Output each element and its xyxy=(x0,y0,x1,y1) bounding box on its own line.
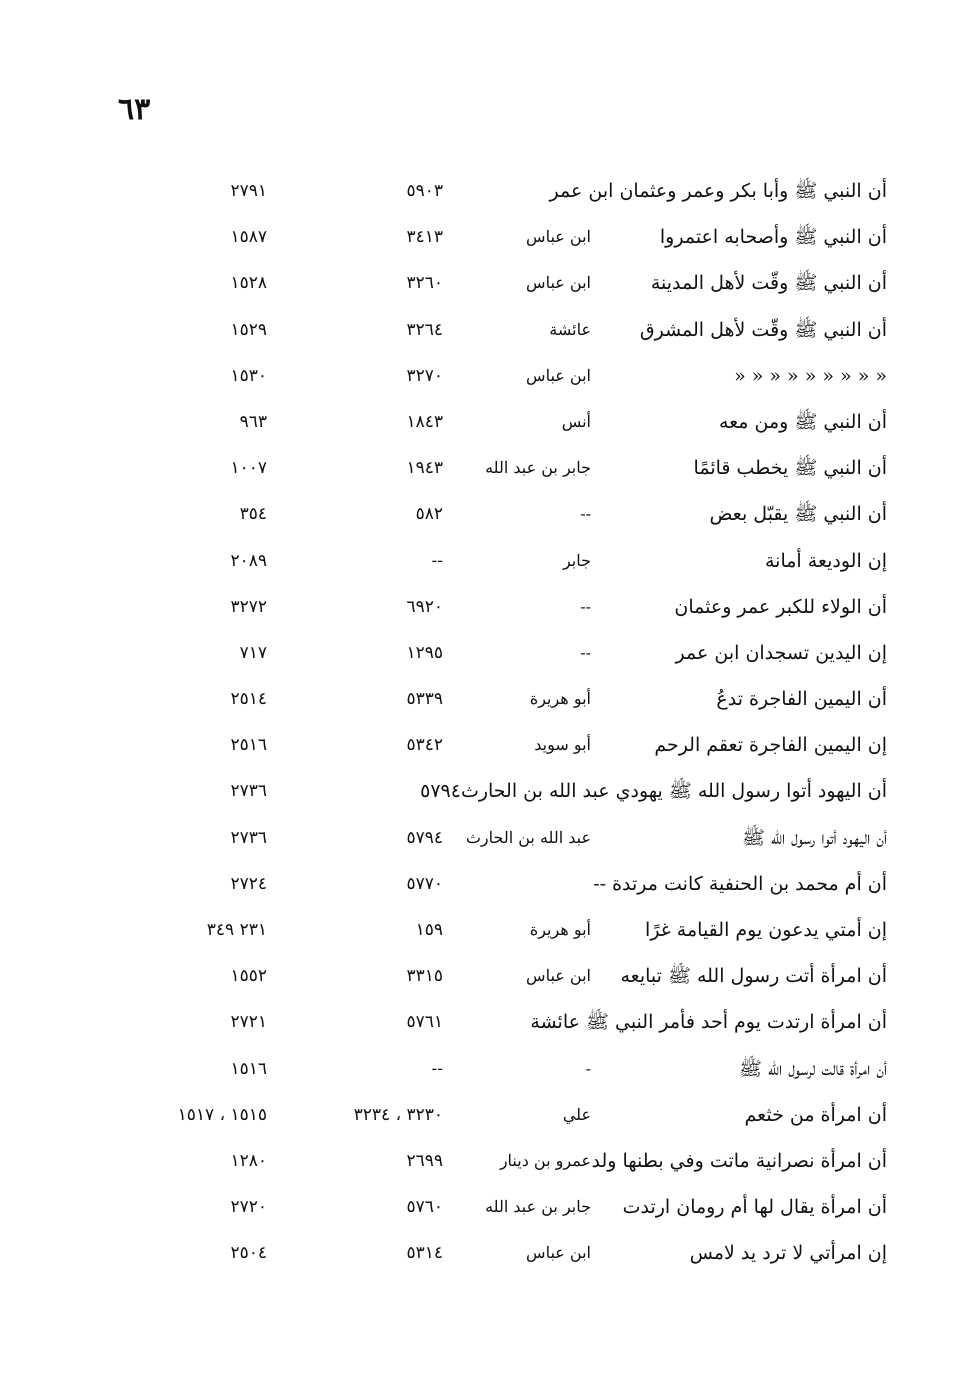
narrator-text: أبو هريرة xyxy=(529,689,591,709)
narrator-text: ابن عباس xyxy=(526,966,591,986)
reference-number: ٣٢٦٤ xyxy=(406,319,443,340)
hadith-text: إن اليمين الفاجرة تعقم الرحم xyxy=(654,734,887,757)
secondary-reference-number: ٢٠٨٩ xyxy=(230,550,267,571)
hadith-text: إن أمتي يدعون يوم القيامة غرًا xyxy=(645,919,887,941)
reference-number: ٥٨٢ xyxy=(415,504,443,525)
table-row xyxy=(0,630,959,676)
table-row xyxy=(0,445,959,491)
reference-number: ٥٧٩٤ xyxy=(406,827,443,848)
table-row xyxy=(0,353,959,399)
table-row xyxy=(0,999,959,1045)
table-row xyxy=(0,1230,959,1276)
narrator-text: أبو هريرة xyxy=(529,920,591,939)
hadith-text: أن امرأة قالت لرسول الله ﷺ xyxy=(738,1057,887,1080)
secondary-reference-number: ١٥٢٨ xyxy=(230,273,267,294)
hadith-text: أن النبي ﷺ وأصحابه اعتمروا xyxy=(659,226,887,249)
secondary-reference-number: ٩٦٣ xyxy=(239,411,267,432)
hadith-text: أن النبي ﷺ وأبا بكر وعمر وعثمان ابن عمر xyxy=(549,180,887,202)
reference-number: ١٥٩ xyxy=(415,920,443,940)
table-row xyxy=(0,953,959,999)
table-row xyxy=(0,815,959,861)
secondary-reference-number: ٣٥٤ xyxy=(239,504,267,525)
reference-number: ٥٧٦٠ xyxy=(406,1197,443,1218)
table-row xyxy=(0,584,959,630)
narrator-text: ابن عباس xyxy=(526,1243,591,1263)
secondary-reference-number: ١٥٢٩ xyxy=(230,319,267,340)
reference-number: ١٨٤٣ xyxy=(406,411,443,432)
reference-number: ٥٣١٤ xyxy=(406,1243,443,1264)
hadith-text: أن امرأة ارتدت يوم أحد فأمر النبي ﷺ عائشة xyxy=(530,1011,887,1034)
narrator-text: جابر xyxy=(562,550,591,570)
table-row xyxy=(0,907,959,953)
hadith-text: إن اليدين تسجدان ابن عمر xyxy=(675,641,887,664)
secondary-reference-number: ١٥١٦ xyxy=(230,1058,267,1079)
page-number: ٦٣ xyxy=(118,92,151,127)
reference-number: ٥٣٣٩ xyxy=(406,689,443,710)
secondary-reference-number: ٢٧٢٤ xyxy=(230,873,267,894)
reference-number: ٥٧٧٠ xyxy=(406,873,443,894)
reference-number: ١٩٤٣ xyxy=(406,458,443,479)
table-row xyxy=(0,722,959,768)
narrator-text: ابن عباس xyxy=(526,227,591,247)
table-row xyxy=(0,491,959,537)
narrator-text: أبو سويد xyxy=(534,735,591,755)
hadith-text: أن امرأة أتت رسول الله ﷺ تبايعه xyxy=(620,965,887,988)
hadith-text: أن امرأة نصرانية ماتت وفي بطنها ولد xyxy=(591,1149,887,1172)
reference-number: ١٢٩٥ xyxy=(406,642,443,663)
hadith-text: أن امرأة يقال لها أم رومان ارتدت xyxy=(622,1196,887,1219)
secondary-reference-number: ١٥٥٢ xyxy=(230,966,267,987)
secondary-reference-number: ٢٥٠٤ xyxy=(230,1243,267,1264)
secondary-reference-number: ٧١٧ xyxy=(239,642,267,663)
table-row xyxy=(0,1184,959,1230)
reference-number: ٣٤١٣ xyxy=(406,227,443,248)
table-row xyxy=(0,399,959,445)
narrator-text: علي xyxy=(562,1104,591,1124)
secondary-reference-number: ٢٧٣٦ xyxy=(230,827,267,848)
secondary-reference-number: ٢٧٣٦ xyxy=(230,781,267,802)
reference-number: ٢٦٩٩ xyxy=(406,1150,443,1171)
reference-number: ٥٣٤٢ xyxy=(406,735,443,756)
hadith-text: أن اليمين الفاجرة تدعُ xyxy=(716,688,887,711)
hadith-text: أن امرأة من خثعم xyxy=(744,1103,887,1126)
secondary-reference-number: ٣٢٧٢ xyxy=(230,596,267,617)
narrator-text: أنس xyxy=(561,411,591,431)
hadith-text: أن النبي ﷺ ومن معه xyxy=(718,410,887,433)
reference-number: -- xyxy=(431,550,443,571)
secondary-reference-number: ٢٧٢٠ xyxy=(230,1197,267,1218)
reference-number: ٥٩٠٣ xyxy=(406,181,443,201)
reference-number: ٣٢٦٠ xyxy=(406,273,443,294)
secondary-reference-number: ١٠٠٧ xyxy=(230,458,267,479)
hadith-text: أن أم محمد بن الحنفية كانت مرتدة -- xyxy=(593,872,887,895)
table-row xyxy=(0,260,959,306)
narrator-text: -- xyxy=(580,596,591,616)
narrator-text: - xyxy=(585,1058,591,1078)
hadith-text: أن النبي ﷺ يخطب قائمًا xyxy=(693,457,887,480)
hadith-text: أن اليهود أتوا رسول الله ﷺ xyxy=(741,826,887,849)
secondary-reference-number: ١٢٨٠ xyxy=(230,1150,267,1171)
secondary-reference-number: ٢٧٩١ xyxy=(230,181,267,201)
hadith-text: إن امرأتي لا ترد يد لامس xyxy=(689,1242,887,1265)
table-row xyxy=(0,538,959,584)
reference-number: ٦٩٢٠ xyxy=(406,596,443,617)
narrator-text: عمرو بن دينار xyxy=(499,1150,591,1170)
secondary-reference-number: ٢٥١٦ xyxy=(230,735,267,756)
narrator-text: عائشة xyxy=(549,319,591,339)
narrator-text: ابن عباس xyxy=(526,365,591,385)
narrator-text: عبد الله بن الحارث xyxy=(465,827,591,847)
index-table xyxy=(0,168,959,1277)
table-row xyxy=(0,861,959,907)
table-row xyxy=(0,168,959,214)
narrator-text: -- xyxy=(580,642,591,662)
narrator-text: جابر بن عبد الله xyxy=(485,1197,591,1217)
hadith-text: أن الولاء للكبر عمر وعثمان xyxy=(674,595,887,618)
secondary-reference-number: ٢٧٢١ xyxy=(230,1012,267,1033)
hadith-text: إن الوديعة أمانة xyxy=(764,549,887,572)
narrator-text: -- xyxy=(580,504,591,524)
secondary-reference-number: ١٥٨٧ xyxy=(230,227,267,248)
secondary-reference-number: ٢٣١ ٣٤٩ xyxy=(206,920,267,940)
table-row xyxy=(0,307,959,353)
secondary-reference-number: ١٥٣٠ xyxy=(230,365,267,386)
table-row xyxy=(0,1138,959,1184)
reference-number: ٣٢٧٠ xyxy=(406,365,443,386)
reference-number: ٣٣١٥ xyxy=(406,966,443,987)
ditto-marks: « « « « « « « « « xyxy=(734,364,887,387)
hadith-text: أن النبي ﷺ وقّت لأهل المدينة xyxy=(650,272,887,295)
reference-number: -- xyxy=(431,1058,443,1079)
secondary-reference-number: ١٥١٥ ، ١٥١٧ xyxy=(177,1104,267,1125)
secondary-reference-number: ٢٥١٤ xyxy=(230,689,267,710)
table-row xyxy=(0,214,959,260)
table-row xyxy=(0,768,959,814)
reference-number: ٣٢٣٠ ، ٣٢٣٤ xyxy=(353,1104,443,1125)
reference-number: ٥٧٦١ xyxy=(406,1012,443,1033)
table-row xyxy=(0,1092,959,1138)
narrator-text: جابر بن عبد الله xyxy=(485,458,591,478)
hadith-text: أن النبي ﷺ وقّت لأهل المشرق xyxy=(639,318,887,341)
table-row xyxy=(0,1046,959,1092)
table-row xyxy=(0,676,959,722)
hadith-text: أن النبي ﷺ يقبّل بعض xyxy=(709,503,887,526)
narrator-text: ابن عباس xyxy=(526,273,591,293)
hadith-text: أن اليهود أتوا رسول الله ﷺ يهودي عبد الله بن الحارث٥٧٩٤ xyxy=(420,780,887,803)
